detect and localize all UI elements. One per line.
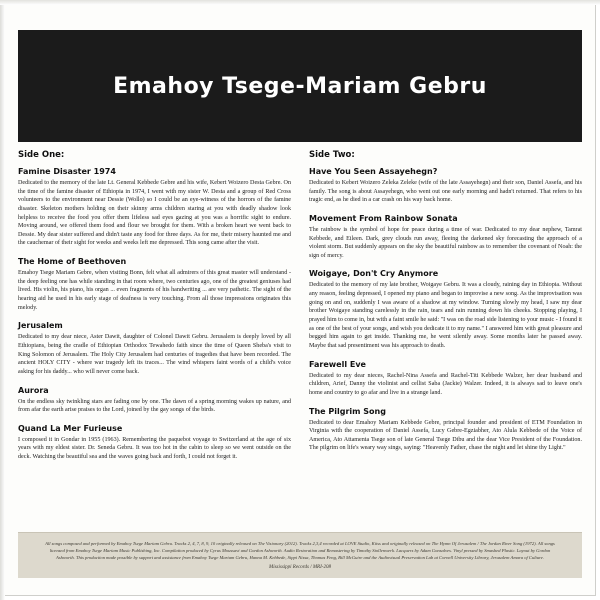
side-one-column — [18, 150, 291, 471]
track-entry — [18, 321, 291, 376]
left-edge-shadow — [0, 0, 5, 600]
track-title: Aurora — [18, 385, 49, 395]
track-description: Dedicated to Kebert Woizero Zeleka Zeleke (wife of the late Assayehegn) and their son, Daniel Assefa, and his family. The song is about Assayehegn, who went out one early morning and hadn't returned. That refers to his tragic end, as he died in a car crash on his way back home. — [309, 180, 582, 204]
track-entry — [309, 407, 582, 454]
track-entry — [18, 386, 291, 415]
track-title: Jerusalem — [18, 321, 63, 331]
track-description: On the endless sky twinkling stars are fading one by one. The dawn of a spring morning wakes up nature, and from afar the earth arise praises to the Lord, joined by the gay songs of the birds. — [18, 398, 291, 414]
track-title: The Home of Beethoven — [18, 257, 127, 267]
footer-credits: All songs composed and performed by Emahoy Tsege Mariam Gebru. Tracks 2, 4, 7, 8, 9, 10 originally released on The Visionary (2012). Tracks 2,3,4 recorded at LOVE Studio, Kiiss and originally released on The Hymn Of Jerusalem / The Jordan River Song (1972). All songs licensed from Emahoy Tsege Mariam Music Publishing, Inc. Compilation produced by Cyrus Moussavi and Gordon Ashworth. Audio Restoration and Remastering by Timothy Stollenwerk. Lacquers by Adam Gonsalves. Vinyl pressed by Smashed Plastic. Layout by Gordon Ashworth. This production made possible by support and assistance from Emahoy Tsege Mariam Gebru, Hanna M. Kebbede, Sippi Nissa, Thomas Feng, Bill McGuire and the Audiovisual Preservation Lab at Cornell University Library, Jerusalem Amara of Culture. — [45, 540, 555, 560]
track-description: Dedicated to my dear niece, Aster Dawit, daughter of Colonel Dawit Gebru. Jerusalem is deeply loved by all Ethiopians, being the cradle of Ethiopian Orthodox Tewahedo faith since the time of Queen Sheba's visit to King Solomon of Jerusalem. The Holy City Jerusalem had centuries of tragedies that have been recorded. The ancient HOLY CITY - where war tragedy left its traces... The wind whispers faint words of a child's voice asking for his daddy... who will never come back. — [18, 334, 291, 375]
track-description: Dedicated to the memory of the late Lt. General Kebbede Gebre and his wife, Kebert Woizero Desta Gebre. On the time of the famine disaster of Ethiopia in 1974, I went with my sister W. Desta and a group of Red Cross volunteers to the environment near Dessie (Wollo) so I could be an eye-witness of the horrors of the famine disaster. Skeleton mothers holding on their skinny arms children staring at you with deadly shadow look helpless to receive the food you offer them lifeless sad eyes gazing at you was a horrific sight to endure. Moving around, we offered them food and flour we brought for them. With a broken heart we went back to Dessie. My dear sister suffered and didn't taste any food for three days. As for me, their misery haunted me and the cauchemar of their sight for weeks and weeks left me depressed. This song came after the visit. — [18, 180, 291, 247]
track-title: Woigaye, Don't Cry Anymore — [309, 269, 439, 279]
track-description: Dedicated to the memory of my late brother, Woigaye Gebru. It was a cloudy, raining day in Ethiopia. Without any reason, feeling depressed, I opened my piano and began to improvise a new song. As the improvisation was going on and on, suddenly I was aware of a shadow at my window. Turning slowly my head, I saw my dear brother Woigaye standing carelessly in the rain, tears and rain running down his cheeks. Stopping playing, I prayed him to come in, but with a faint smile he said: "I was on the road side listening to your music - I found it as one of the best of your songs, and wish you dedicate it to my name." I answered him with great pleasure and begged him again to get inside. Thanking me, he went silently away. Some months later he passed away. Maybe that sad presentiment was his approach to death. — [309, 282, 582, 349]
track-entry — [18, 424, 291, 462]
track-entry — [18, 167, 291, 248]
track-title: Have You Seen Assayehegn? — [309, 167, 438, 176]
track-description: Dedicated to my dear nieces, Rachel-Nina Assefa and Rachel-Titi Kebbede Walzer, her dear husband and children, Arief, Danny the violinist and cellist Saba (Jackie) Walzer. Indeed, it is always sad to leave one's home and country to go afar and live in a strange land. — [309, 372, 582, 396]
track-entry — [309, 214, 582, 261]
footer-credits-band — [18, 532, 582, 578]
track-entry — [309, 167, 582, 205]
track-entry — [18, 257, 291, 312]
track-title: The Pilgrim Song — [309, 406, 386, 416]
track-entry — [309, 360, 582, 398]
record-label-catalog: Mississippi Records / MRI-208 — [269, 565, 331, 570]
side-one-heading: Side One: — [18, 150, 65, 160]
track-title: Famine Disaster 1974 — [18, 167, 116, 176]
track-entry — [309, 269, 582, 350]
track-description: Emahoy Tsege Mariam Gebre, when visiting Bonn, felt what all admirers of this great master will understand - the deep feeling one has while standing in that room where, two centuries ago, one of the greatest geniuses had lived. His violin, his piano, his organ ... even fragments of his handwriting ... are very pathetic. The sight of the hearing aid he used in his early stage of deafness is very touching. From all those impressions originates this melody. — [18, 270, 291, 311]
track-description: I composed it in Gondar in 1955 (1963). Remembering the paquebot voyage to Switzerland at the age of six years with my eldest sister. Dr. Seneda Gebru. It was too hot in the cabin to sleep so we went outside on the deck. Watching the beautiful sea and the waves going back and forth, I could not forget it. — [18, 436, 291, 461]
title-band — [18, 30, 582, 142]
liner-notes-columns — [18, 150, 582, 471]
track-description: Dedicated to dear Emahoy Mariam Kebbede Gebre, principal founder and president of ETM Foundation in Virginia with the cooperation of Daniel Assefa, Lucy Gebre-Egziabher, Ato Alula Kebbede of the Voice of America, Ato Attamenta Tsege son of late General Tsege Dibu and the dear Vice President of the Foundation. The pilgrim on life's weary way sings, saying: "Heavenly Father, chase the night and let shine thy Light." — [309, 419, 582, 452]
track-description: The rainbow is the symbol of hope for peace during a time of war. Dedicated to my dear nephew, Tamrat Kebbede, and Eileen. Dark, grey clouds run away, fleeing the darkened sky forecasting the approach of a violent storm. But suddenly appears on the sky the beautiful rainbow as to remember the covenant of Noah: the sign of mercy. — [309, 226, 582, 259]
side-two-column — [309, 150, 582, 471]
track-title: Quand La Mer Furieuse — [18, 423, 123, 433]
track-title: Movement From Rainbow Sonata — [309, 213, 458, 223]
top-edge-shadow — [0, 0, 600, 5]
track-title: Farewell Eve — [309, 359, 366, 369]
album-title: Emahoy Tsege-Mariam Gebru — [113, 73, 487, 99]
side-two-heading: Side Two: — [309, 150, 355, 160]
